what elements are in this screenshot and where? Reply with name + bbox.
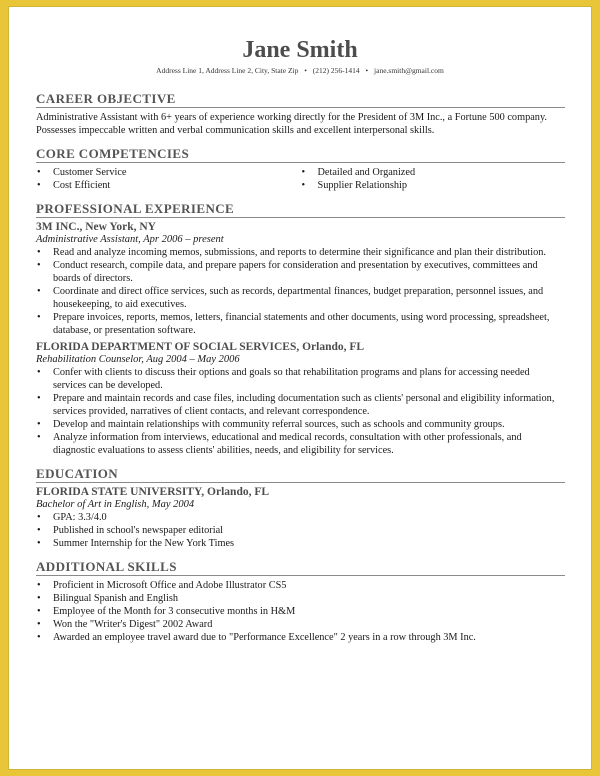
address: Address Line 1, Address Line 2, City, State Zip <box>156 66 299 75</box>
resume-header <box>9 7 591 75</box>
section-title: ADDITIONAL SKILLS <box>36 559 565 576</box>
section-title: CORE COMPETENCIES <box>36 146 565 163</box>
resume-body <box>9 91 591 644</box>
list-item: • Confer with clients to discuss their options and goals so that rehabilitation programs and plans for accessing needed services can be developed. <box>37 367 530 391</box>
additional-skills-section <box>36 559 565 644</box>
email: jane.smith@gmail.com <box>374 66 444 75</box>
list-item: • Summer Internship for the New York Times <box>37 538 235 549</box>
duty-list <box>36 246 565 337</box>
list-item: • Won the "Writer's Digest" 2002 Award <box>37 619 213 630</box>
core-competencies-section <box>36 146 565 192</box>
list-item: • Detailed and Organized <box>301 167 416 178</box>
duty-list <box>36 366 565 457</box>
list-item: • Proficient in Microsoft Office and Adobe Illustrator CS5 <box>37 580 287 591</box>
school: FLORIDA STATE UNIVERSITY, Orlando, FL <box>36 486 270 498</box>
list-item: • GPA: 3.3/4.0 <box>37 512 107 523</box>
list-item: • Develop and maintain relationships with community referral sources, such as schools and community groups. <box>37 419 505 430</box>
employer: FLORIDA DEPARTMENT OF SOCIAL SERVICES, Orlando, FL <box>36 341 365 353</box>
job-entry <box>36 221 565 337</box>
skills-list <box>36 579 565 644</box>
job-role: Administrative Assistant, Apr 2006 – present <box>36 234 224 245</box>
list-item: • Prepare and maintain records and case files, including documentation such as clients' personal and eligibility information, services provided, narratives of client contacts, and relevant correspondence. <box>37 393 555 417</box>
competency-list-right <box>301 166 566 192</box>
objective-text: Administrative Assistant with 6+ years of experience working directly for the President of 3M Inc., a Fortune 500 company. Possesses impeccable written and verbal communication skills and excellent interpersonal skills. <box>36 112 547 136</box>
career-objective-section <box>36 91 565 137</box>
list-item: • Employee of the Month for 3 consecutive months in H&M <box>37 606 296 617</box>
education-list <box>36 511 565 550</box>
employer: 3M INC., New York, NY <box>36 221 156 233</box>
list-item: • Read and analyze incoming memos, submissions, and reports to determine their significance and plan their distribution. <box>37 247 546 258</box>
competency-columns <box>36 166 565 192</box>
competency-list-left <box>36 166 301 192</box>
education-section <box>36 466 565 550</box>
list-item: • Customer Service <box>37 167 127 178</box>
separator: • <box>304 66 307 75</box>
list-item: • Coordinate and direct office services, such as records, departmental finances, budget preparation, personnel issues, and housekeeping, to aid executives. <box>37 286 544 310</box>
section-title: EDUCATION <box>36 466 565 483</box>
job-role: Rehabilitation Counselor, Aug 2004 – May 2006 <box>36 354 240 365</box>
list-item: • Bilingual Spanish and English <box>37 593 178 604</box>
experience-section <box>36 201 565 457</box>
section-title: PROFESSIONAL EXPERIENCE <box>36 201 565 218</box>
phone: (212) 256-1414 <box>312 66 360 75</box>
job-entry <box>36 341 565 457</box>
separator: • <box>365 66 369 75</box>
list-item: • Awarded an employee travel award due to "Performance Excellence" 2 years in a row through 3M Inc. <box>37 632 476 643</box>
list-item: • Analyze information from interviews, educational and medical records, consultation with other professionals, and diagnostic evaluations to assess clients' abilities, needs, and eligibility for services. <box>37 432 522 456</box>
list-item: • Conduct research, compile data, and prepare papers for consideration and presentation by executives, committees and boards of directors. <box>37 260 538 284</box>
list-item: • Cost Efficient <box>37 180 111 191</box>
resume-page <box>8 6 592 770</box>
contact-line <box>9 66 591 75</box>
list-item: • Prepare invoices, reports, memos, letters, financial statements and other documents, using word processing, spreadsheet, database, or presentation software. <box>37 312 550 336</box>
list-item: • Published in school's newspaper editorial <box>37 525 224 536</box>
candidate-name: Jane Smith <box>242 37 358 63</box>
list-item: • Supplier Relationship <box>301 180 408 191</box>
section-title: CAREER OBJECTIVE <box>36 91 565 108</box>
degree: Bachelor of Art in English, May 2004 <box>36 499 195 510</box>
